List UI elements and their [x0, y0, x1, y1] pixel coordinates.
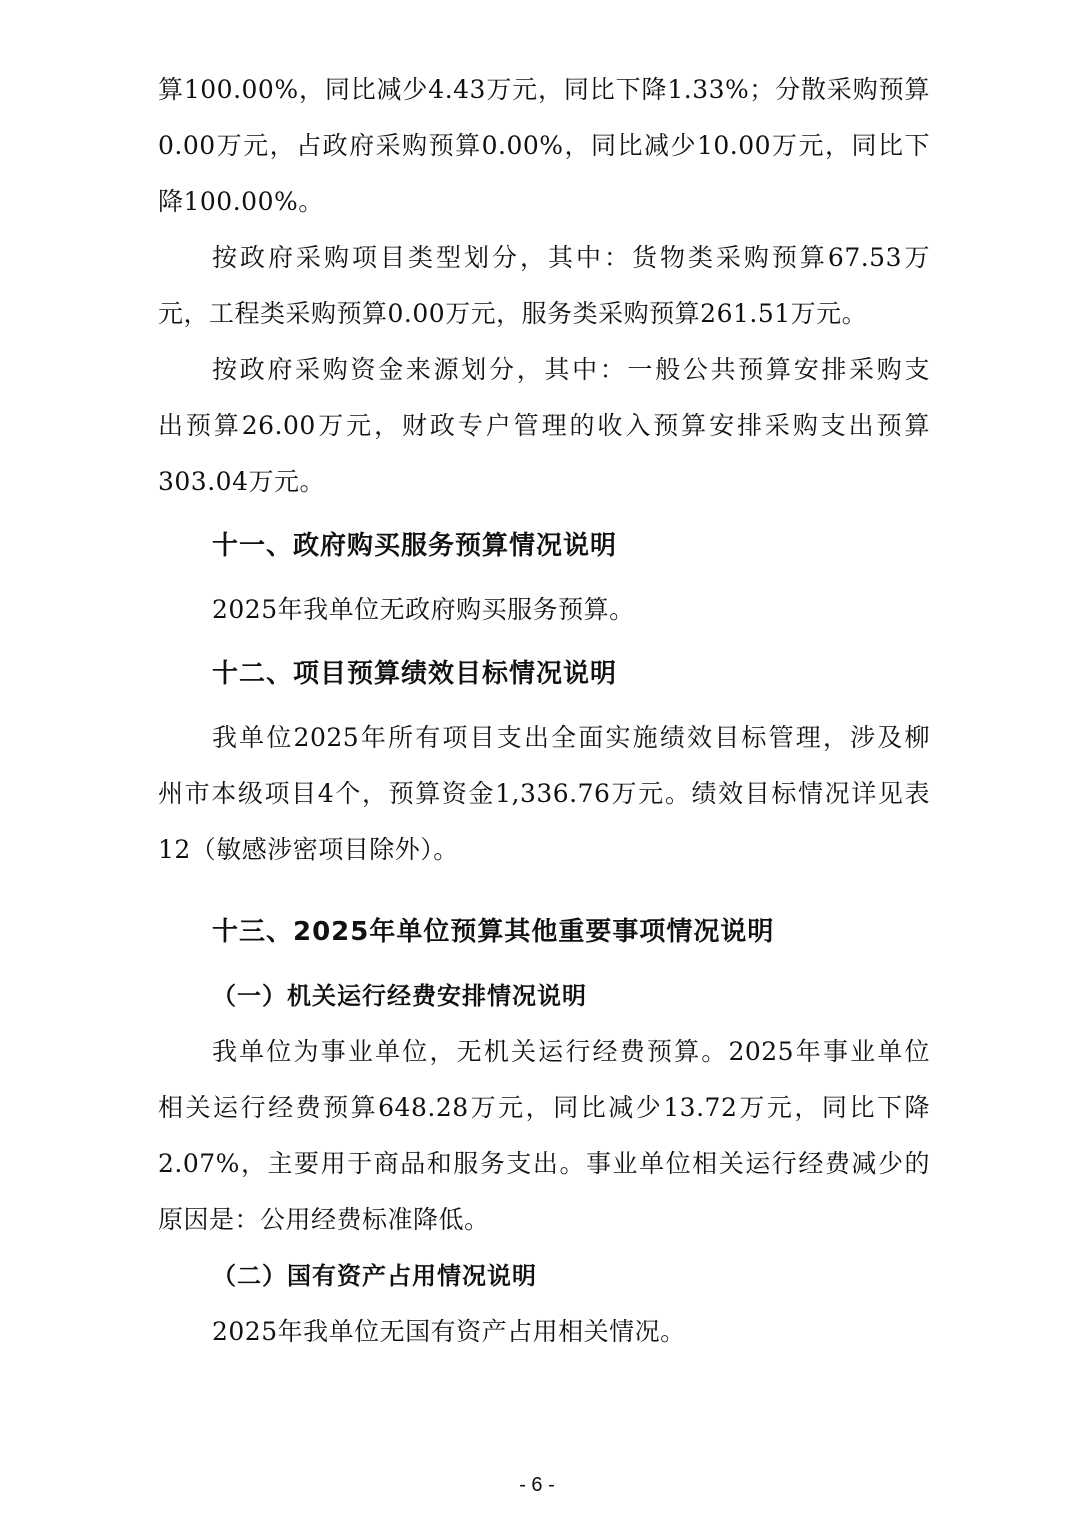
- text-line: 2025年我单位无国有资产占用相关情况。: [212, 1317, 686, 1346]
- paragraph-procurement-funding: [158, 342, 930, 510]
- text-line: 2.07%，主要用于商品和服务支出。事业单位相关运行经费减少的: [158, 1149, 930, 1178]
- text-line: 12（敏感涉密项目除外）。: [158, 835, 459, 864]
- paragraph-performance-goals: [158, 710, 930, 878]
- subsection-heading-2: （二）国有资产占用情况说明: [212, 1262, 537, 1290]
- text-line: 303.04万元。: [158, 467, 325, 496]
- document-page: [158, 62, 930, 1360]
- text-line: 按政府采购项目类型划分，其中：货物类采购预算67.53万: [212, 243, 930, 272]
- text-line: 算100.00%，同比减少4.43万元，同比下降1.33%；分散采购预算: [158, 75, 930, 104]
- section-heading-13: 十三、2025年单位预算其他重要事项情况说明: [212, 917, 775, 947]
- section-heading-12: 十二、项目预算绩效目标情况说明: [212, 659, 618, 689]
- paragraph-state-assets: [158, 1304, 930, 1360]
- text-line: 降100.00%。: [158, 187, 324, 216]
- text-line: 相关运行经费预算648.28万元，同比减少13.72万元，同比下降: [158, 1093, 930, 1122]
- text-line: 按政府采购资金来源划分，其中：一般公共预算安排采购支: [212, 355, 930, 384]
- text-line: 元，工程类采购预算0.00万元，服务类采购预算261.51万元。: [158, 299, 868, 328]
- page-number: - 6 -: [519, 1474, 555, 1496]
- section-heading-11: 十一、政府购买服务预算情况说明: [212, 531, 618, 561]
- paragraph-operating-expenses: [158, 1024, 930, 1248]
- text-line: 0.00万元，占政府采购预算0.00%，同比减少10.00万元，同比下: [158, 131, 930, 160]
- paragraph-purchase-services: [158, 582, 930, 638]
- text-line: 出预算26.00万元，财政专户管理的收入预算安排采购支出预算: [158, 411, 930, 440]
- text-line: 我单位2025年所有项目支出全面实施绩效目标管理，涉及柳: [212, 723, 930, 752]
- text-line: 原因是：公用经费标准降低。: [158, 1205, 490, 1234]
- paragraph-procurement-method: [158, 62, 930, 230]
- text-line: 我单位为事业单位，无机关运行经费预算。2025年事业单位: [212, 1037, 930, 1066]
- paragraph-procurement-type: [158, 230, 930, 342]
- subsection-heading-1: （一）机关运行经费安排情况说明: [212, 982, 587, 1010]
- text-line: 2025年我单位无政府购买服务预算。: [212, 595, 635, 624]
- text-line: 州市本级项目4个，预算资金1,336.76万元。绩效目标情况详见表: [158, 779, 930, 808]
